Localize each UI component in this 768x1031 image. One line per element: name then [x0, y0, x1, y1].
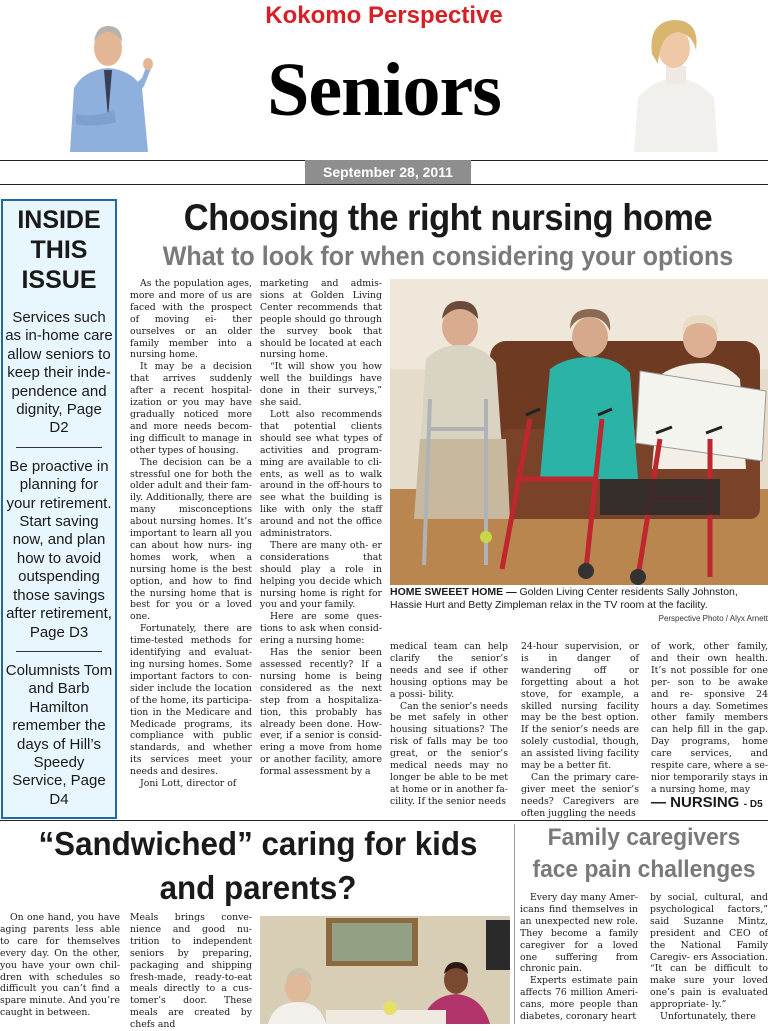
paragraph: 24-hour supervision, or is in danger of wandering off or forgetting about a hot stove, for example, a skilled nursing facility may be the best option. If the senior’s needs are solely custodial, though, an assisted living facility may be a better fit.	[521, 641, 639, 772]
paragraph: medical team can help clarify the senior’s needs and see if other housing options may be a possi- bility.	[390, 641, 508, 700]
jump-page: - D5	[743, 799, 763, 810]
lead-headline: Choosing the right nursing home	[183, 197, 713, 238]
caption-lead-in: HOME SWEEET HOME —	[390, 586, 517, 598]
paragraph: Every day many Amer- icans find themselves in an unexpected new role. They become a family caregiver for a loved one suffering from chronic pain.	[520, 892, 638, 975]
lead-column-2	[260, 278, 382, 818]
paragraph: Unfortunately, there	[660, 1011, 756, 1023]
paragraph: Can the senior’s needs be met safely in other housing situations? The risk of falls may be too great, or the senior’s medical needs may no longer be able to be met at home or in another fa- cility. If the senior needs	[390, 700, 508, 807]
lead-photo-residents	[390, 279, 768, 585]
sandwiched-headline: “Sandwiched” caring for kids and parents?	[38, 825, 478, 906]
sidebar-heading-line: THIS	[30, 236, 88, 264]
lead-column-3	[390, 641, 508, 818]
lead-column-1	[130, 278, 252, 818]
sidebar-item-retirement[interactable]: Be proactive in planning for your retirement. Start saving now, and plan how to avoid outspending those savings after retirement, Page D3	[6, 457, 112, 641]
paragraph: It may be a decision that arrives suddenly after a recent hospital- ization or you may have gradually noticed more and more needs becom- ing difficult to manage in other types of housing.	[130, 361, 252, 456]
masthead-section-title: Seniors	[267, 48, 501, 132]
lead-subhead: What to look for when considering your options	[162, 241, 734, 271]
lead-column-4	[521, 641, 639, 818]
paragraph: Has the senior been assessed recently? If a nursing home is being considered as the next step from a hospitaliza- tion, this probably has already been done. How- ever, if a senior is consid- ering a move from home or another facility, amore formal assessment by a	[260, 647, 382, 778]
paragraph: Meals brings conve- nience and good nu- trition to independent seniors by preparing, packaging and shipping fresh-made, ready-to-eat meals directly to a cus- tomer’s door. These meals are created by chefs and	[130, 912, 252, 1031]
paragraph: by social, cultural, and psychological factors,” said Suzanne Mintz, president and CEO of the National Family Caregiv- ers Association. “It can be difficult to make sure your loved one’s pain is evaluated appropriate- ly.”	[650, 892, 768, 1011]
paragraph: Lott also recommends that potential clients should see what types of activities and program- ming are available to cli- ents, as well as to walk around in the off-hours to see what the building is like with only the staff around and not the office administrators.	[260, 408, 382, 540]
lead-photo-caption	[390, 586, 768, 612]
sidebar-heading	[3, 205, 115, 295]
paragraph: Here are some ques- tions to ask when consid- ering a nursing home:	[260, 611, 382, 647]
masthead-photo-woman	[630, 14, 722, 152]
sidebar-heading-line: INSIDE	[17, 206, 101, 234]
sidebar-item-columnists[interactable]: Columnists Tom and Barb Hamilton remember the days of Hill’s Speedy Service, Page D4	[5, 661, 113, 808]
paragraph: Fortunately, there are time-tested methods for identifying and evaluat- ing nursing homes. Some important factors to con- sider include the location of the home, its participa- tion in the Medicare and Medicade programs, its compliance with public standards, and whether its services meet your needs and desires.	[130, 623, 252, 778]
sidebar-heading-line: ISSUE	[21, 266, 97, 294]
story-jump-link[interactable]	[651, 794, 768, 812]
paragraph: On one hand, you have aging parents less able to care for themselves every day. On the other, you have your own chil- dren with schedules so difficult you can’t find a spare minute. And you’re caught in between.	[0, 912, 120, 1019]
caregivers-headline: Family caregivers face pain challenges	[532, 824, 756, 883]
masthead-brand: Kokomo Perspective	[265, 2, 503, 29]
paragraph: of work, other family, and their own health. It’s not possible for one per- son to be awake and re- sponsive 24 hours a day. Sometimes other family members can help fill in the gap. Day programs, home care services, and respite care, where a se- nior temporarily stays in a nursing home, may	[651, 641, 768, 795]
paragraph: The decision can be a stressful one for both the older adult and their fam- ily. Additionally, there are many misconceptions about nursing homes. It’s important to learn all you can about how nurs- ing homes work, when a nursing home is the best option, and how to find the nursing home that is best for you or a loved one.	[130, 456, 252, 623]
caption-text: Golden Living Center residents Sally Johnston, Hassie Hurt and Betty Zimpleman relax in the TV room at the facility.	[390, 586, 738, 611]
paragraph: Can the primary care- giver meet the senior’s needs? Caregivers are often juggling the needs	[521, 771, 639, 819]
masthead-rule-bottom	[0, 184, 768, 185]
section-divider	[0, 820, 768, 821]
paragraph: marketing and admis- sions at Golden Living Center recommends that people should go through the survey book that should be located at each nursing home.	[260, 278, 382, 361]
sidebar-divider	[16, 651, 102, 652]
sandwiched-column-2	[130, 912, 252, 1031]
issue-date: September 28, 2011	[305, 160, 471, 184]
sandwiched-photo	[260, 916, 510, 1024]
paragraph: Experts estimate pain affects 76 million Ameri- cans, more people than diabetes, coronary heart	[520, 975, 638, 1023]
caregivers-column-2	[650, 892, 768, 1024]
paragraph: “It will show you how well the buildings have done in their surveys,” she said.	[260, 361, 382, 409]
sidebar-item-in-home-care[interactable]: Services such as in-home care allow seniors to keep their inde- pendence and dignity, Page D2	[5, 309, 113, 437]
inside-this-issue-box	[1, 199, 117, 819]
paragraph: There are many oth- er considerations that should play a role in helping you decide which nursing home is right for you and your family.	[260, 539, 382, 611]
sidebar-divider	[16, 447, 102, 448]
masthead-photo-man	[64, 18, 152, 152]
lead-column-5	[651, 641, 768, 793]
jump-label: — NURSING	[651, 794, 740, 811]
paragraph: As the population ages, more and more of us are faced with the prospect of moving ei- ther ourselves or an older family member into a nursing home.	[130, 278, 252, 361]
paragraph: Joni Lott, director of	[140, 778, 237, 790]
column-divider	[514, 824, 515, 1024]
photo-credit: Perspective Photo / Alyx Arnett	[658, 614, 768, 623]
sandwiched-column-1	[0, 912, 120, 1024]
caregivers-column-1	[520, 892, 638, 1024]
